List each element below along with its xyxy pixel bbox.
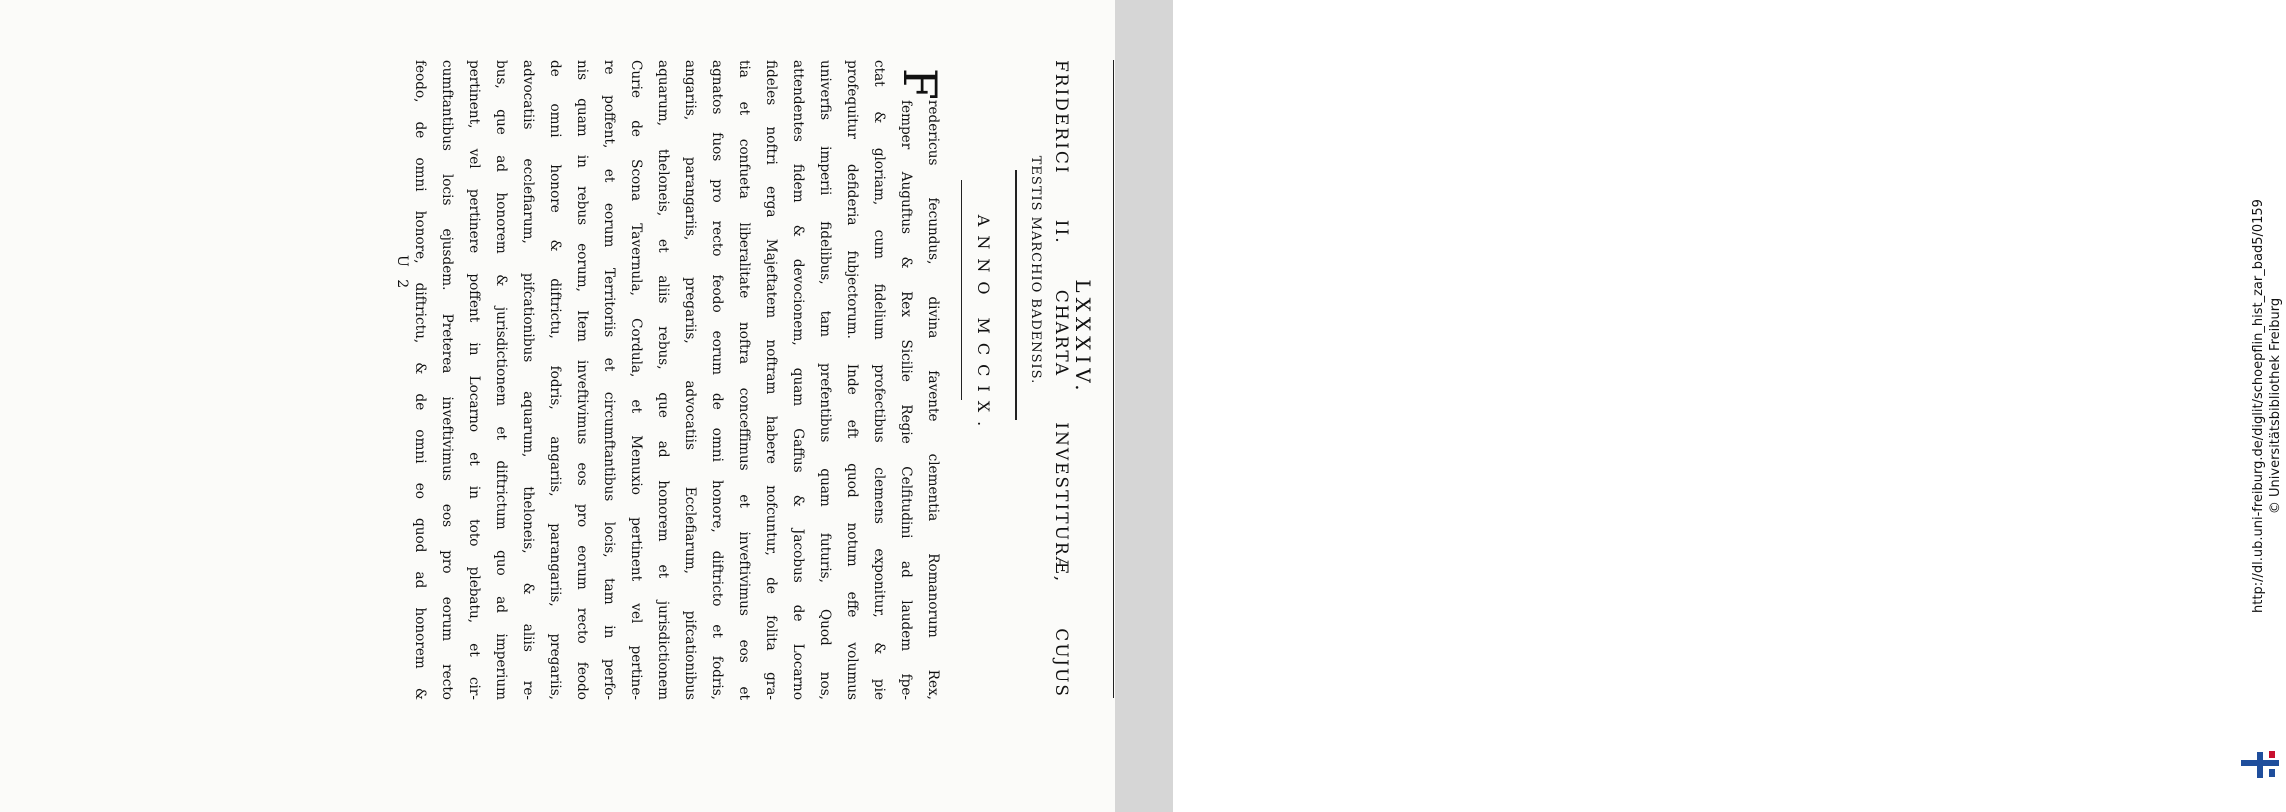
body-line: advocatiis ecclefiarum, pifcationibus aquarum, theloneis, & aliis re- — [520, 60, 536, 700]
charter-title — [1051, 60, 1071, 698]
body-line: bus, que ad honorem & jurisdictionem et diftrictum quo ad imperium — [493, 60, 509, 700]
logo-stem — [2257, 752, 2263, 778]
header-rule-thin — [1113, 60, 1114, 698]
charter-year: ANNO MCCIX. — [974, 214, 993, 436]
body-line: profequitur defideria fubjectorum. Inde eft quod notum effe volumus — [844, 60, 860, 700]
title-word: INVESTITURÆ, — [1051, 422, 1071, 584]
body-line: re poffent, et eorum Territoriis et circumftantibus locis, tam in perfo- — [601, 60, 617, 700]
body-line: agnatos fuos pro recto feodo eorum de omni honore, diftricto et fodris, — [709, 60, 725, 700]
body-line: attendentes fidem & devocionem, quam Gaffus & Jacobus de Locarno — [790, 60, 806, 700]
body-line: pertinent, vel pertinere poffent in Locarno et in toto plebatu, et cir- — [466, 60, 482, 700]
scanned-page — [0, 0, 1115, 812]
title-word: II. — [1051, 219, 1071, 245]
body-line: angariis, parangariis, pregariis, advocatiis Ecclefiarum, pifcationibus — [682, 60, 698, 700]
charter-subtitle: TESTIS MARCHIO BADENSIS. — [1028, 155, 1043, 385]
body-line: nis quam in rebus eorum, Item inveftivimus eos pro eorum recto feodo — [574, 60, 590, 700]
body-line: fideles noftri erga Majeftatem noftram habere nofcuntur, de folita gra- — [763, 60, 779, 700]
body-line: univerfis imperii fidelibus, tam prefentibus quam futuris, Quod nos, — [817, 60, 833, 700]
body-line: aquarum, theloneis, et aliis rebus, que ad honorem et jurisdictionem — [655, 60, 671, 700]
logo-accent — [2269, 751, 2275, 758]
body-line: ctat & gloriam, cum fidelium profectibus clemens exponitur, & pie — [871, 60, 887, 700]
title-word: FRIDERICI — [1051, 60, 1071, 175]
body-line: cumftantibus locis ejusdem. Preterea inveftivimus eos pro eorum recto — [439, 60, 455, 700]
body-line: feodo, de omni honore, diftrictu, & de omni eo quod ad honorem & — [412, 60, 428, 700]
title-word: CHARTA — [1051, 289, 1071, 378]
title-rule — [1015, 170, 1017, 420]
viewer-sidebar — [1115, 0, 2283, 812]
body-line: tia et confueta liberalitate noftra conceffimus et inveftivimus eos et — [736, 60, 752, 700]
source-url[interactable]: http://dl.ub.uni-freiburg.de/diglit/schoepflin_hist_zar_bad5/0159 — [2251, 199, 2266, 613]
ub-freiburg-logo-icon — [2239, 748, 2281, 780]
logo-block — [2269, 769, 2275, 777]
title-word: CUJUS — [1051, 628, 1071, 698]
body-line: Curie de Scona Tavernula, Cordula, et Menuxio pertinent vel pertine- — [628, 60, 644, 700]
body-line: redericus fecundus, divina favente clementia Romanorum Rex, — [925, 100, 941, 700]
year-rule — [961, 180, 962, 400]
logo-graphic — [2239, 748, 2281, 780]
signature-mark: U 2 — [394, 255, 410, 293]
copyright-notice: © Universitätsbibliothek Freiburg — [2268, 297, 2283, 515]
document-number: LXXXIV. — [1071, 279, 1095, 396]
rotated-page-content — [80, 0, 1195, 712]
body-line: de omni honore & diftrictu, fodris, angariis, parangariis, pregariis, — [547, 60, 563, 700]
drop-cap: F — [893, 68, 947, 100]
body-line: femper Auguftus & Rex Sicilie Regie Celfitudini ad laudem fpe- — [898, 100, 914, 700]
